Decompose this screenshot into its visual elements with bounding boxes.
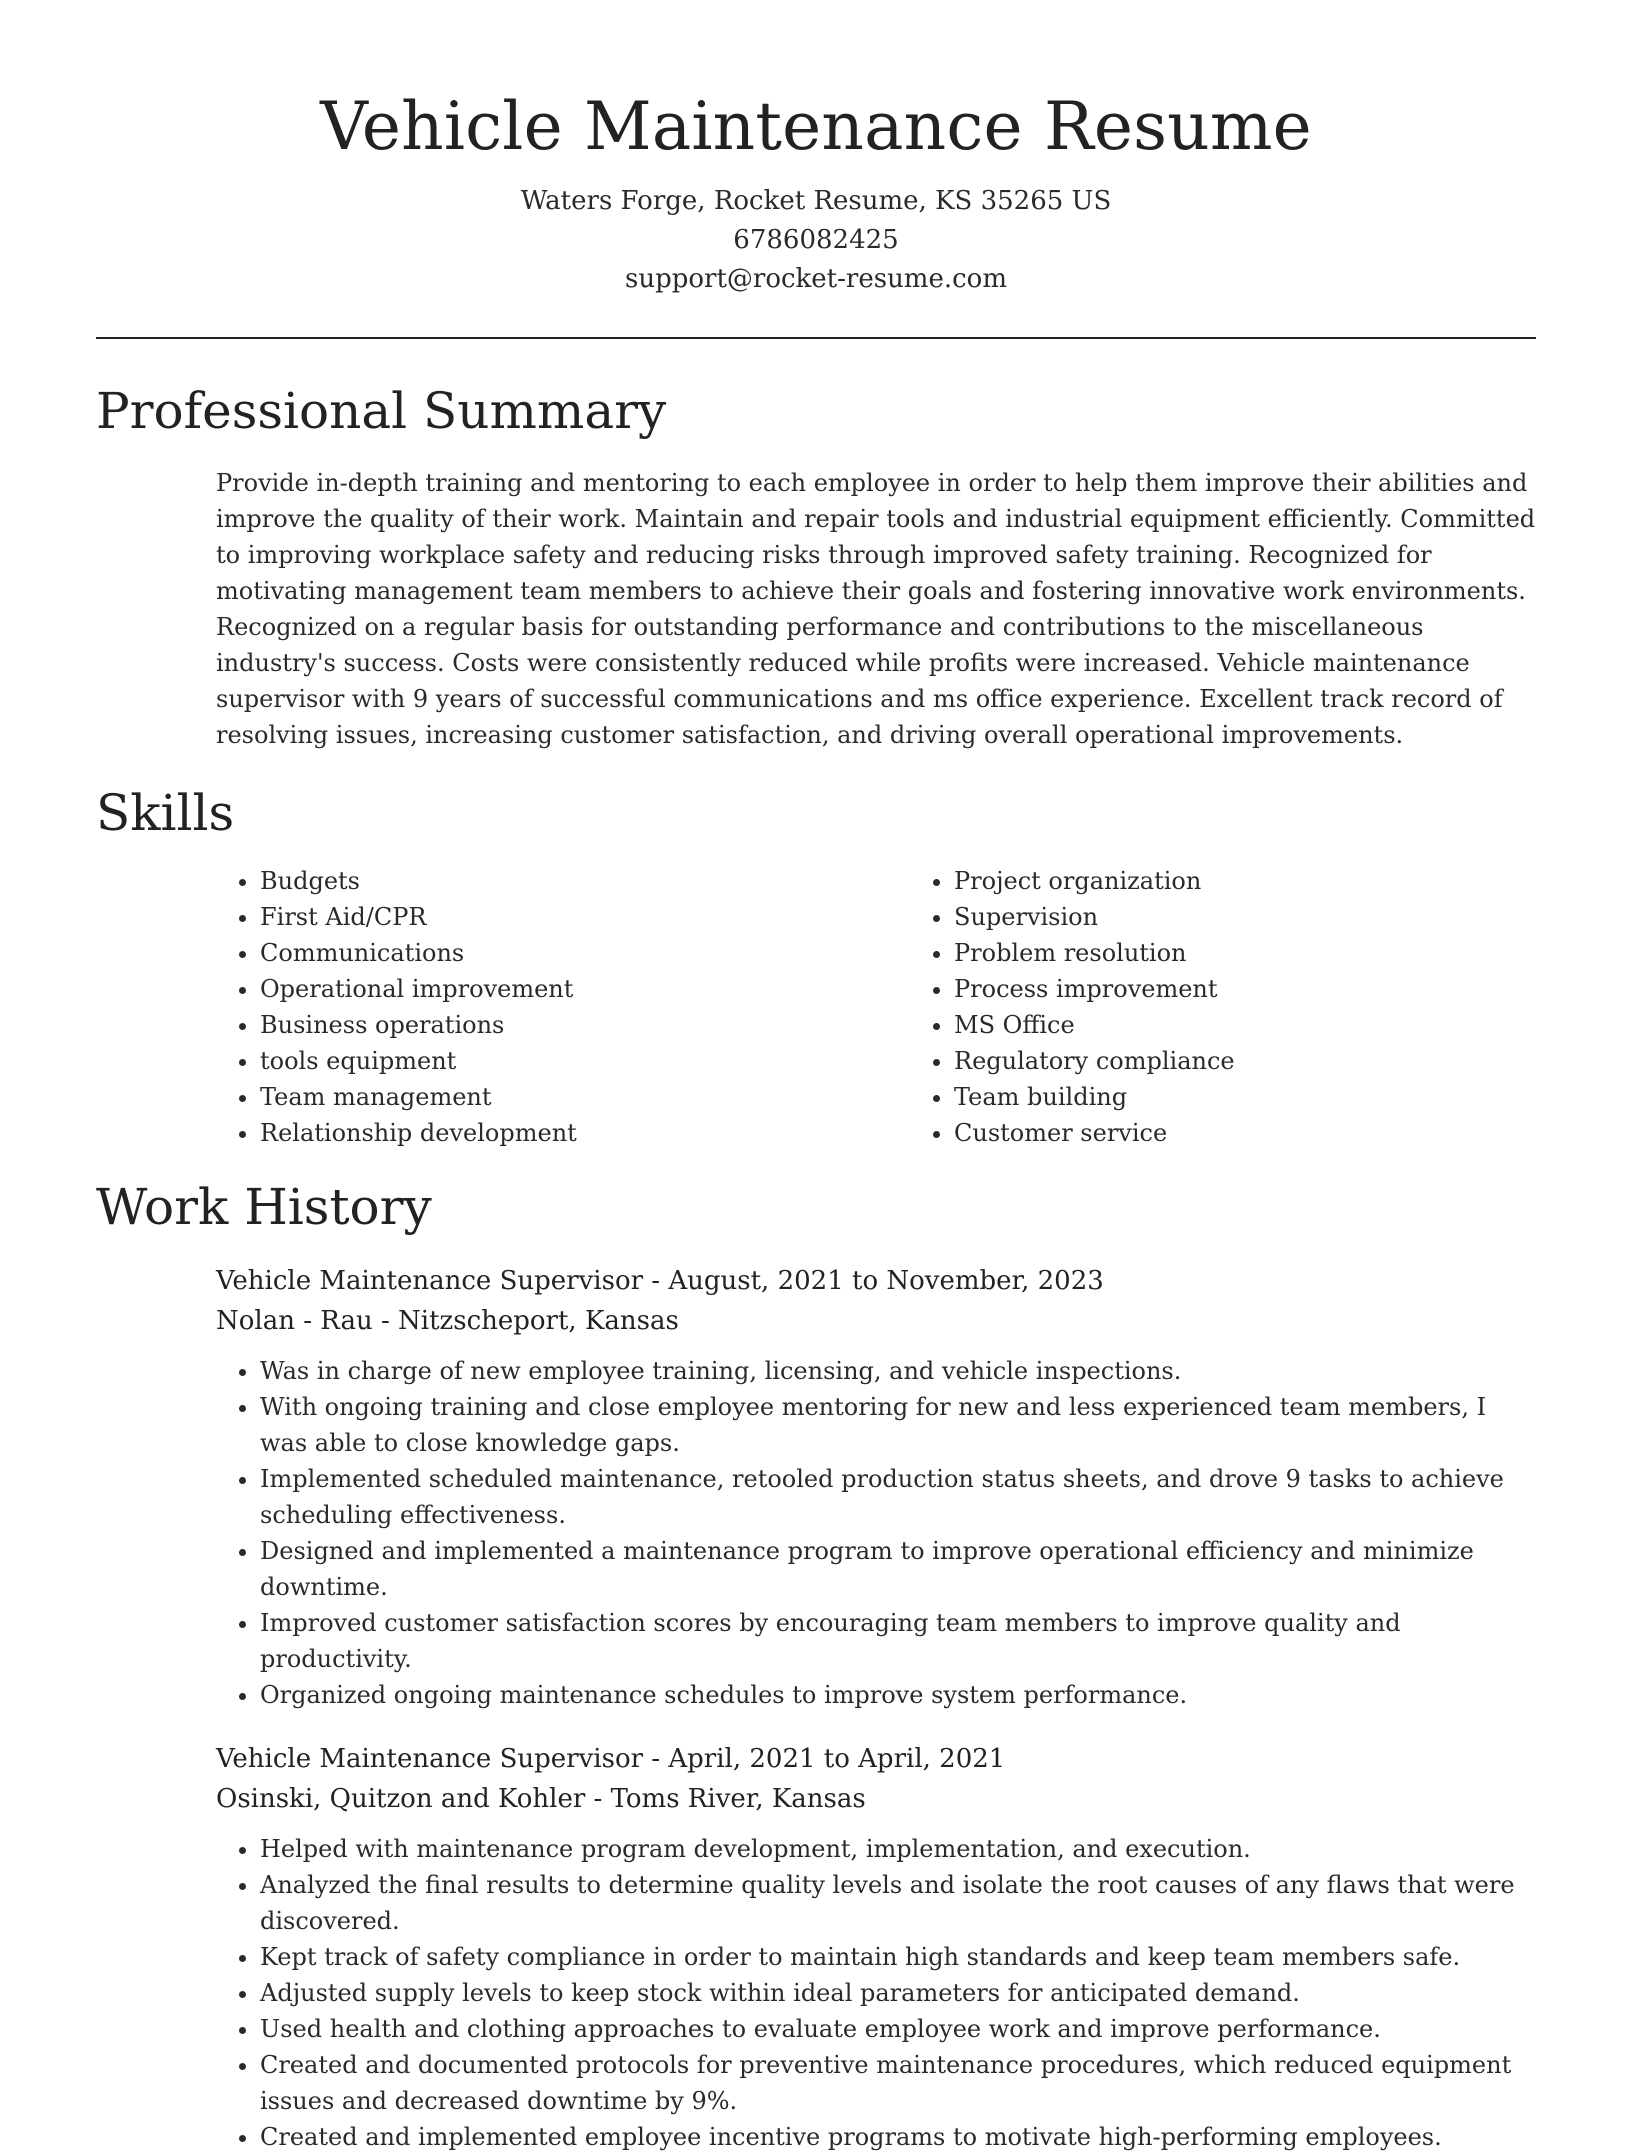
job-bullet: • Was in charge of new employee training, licensing, and vehicle inspections. — [260, 1353, 1536, 1389]
skill-item: • Communications — [260, 935, 910, 971]
skills-section — [216, 863, 1536, 1151]
job-bullet: • Kept track of safety compliance in order to maintain high standards and keep team members safe. — [260, 1939, 1536, 1975]
skill-item: • Team building — [954, 1079, 1235, 1115]
skills-heading: Skills — [96, 784, 235, 842]
skills-list-right — [910, 863, 1235, 1151]
skill-item: • Business operations — [260, 1007, 910, 1043]
skill-item: • Process improvement — [954, 971, 1235, 1007]
job-bullet: • Created and implemented employee incentive programs to motivate high-performing employees. — [260, 2119, 1536, 2155]
job-bullet: • Helped with maintenance program development, implementation, and execution. — [260, 1831, 1536, 1867]
job-bullets — [216, 1831, 1536, 2155]
job-bullet: • Analyzed the final results to determine quality levels and isolate the root causes of any flaws that were discovered. — [260, 1867, 1536, 1939]
job-entry — [216, 1739, 1536, 2155]
skill-item: • Operational improvement — [260, 971, 910, 1007]
job-company-line: Nolan - Rau - Nitzscheport, Kansas — [216, 1306, 679, 1336]
skill-item: • Customer service — [954, 1115, 1235, 1151]
skill-item: • Supervision — [954, 899, 1235, 935]
skills-list-left — [216, 863, 910, 1151]
contact-email: support@rocket-resume.com — [624, 264, 1007, 294]
job-bullets — [216, 1353, 1536, 1713]
skill-item: • Project organization — [954, 863, 1235, 899]
contact-address: Waters Forge, Rocket Resume, KS 35265 US — [520, 186, 1112, 216]
job-bullet: • Created and documented protocols for preventive maintenance procedures, which reduced equipment issues and decreased downtime by 9%. — [260, 2047, 1536, 2119]
job-entry — [216, 1261, 1536, 1713]
job-title-line: Vehicle Maintenance Supervisor - April, 2021 to April, 2021 — [216, 1744, 1006, 1774]
job-bullet: • Improved customer satisfaction scores by encouraging team members to improve quality and productivity. — [260, 1605, 1536, 1677]
job-bullet: • Implemented scheduled maintenance, retooled production status sheets, and drove 9 tasks to achieve scheduling effectiveness. — [260, 1461, 1536, 1533]
resume-header — [96, 0, 1536, 299]
job-bullet: • Adjusted supply levels to keep stock within ideal parameters for anticipated demand. — [260, 1975, 1536, 2011]
job-title-line: Vehicle Maintenance Supervisor - August, 2021 to November, 2023 — [216, 1266, 1104, 1296]
skill-item: • Problem resolution — [954, 935, 1235, 971]
summary-text: Provide in-depth training and mentoring to each employee in order to help them improve their abilities and improve the quality of their work. Maintain and repair tools and industrial equipment efficiently. Committed to improving workplace safety and reducing risks through improved safety training. Recognized for motivating management team members to achieve their goals and fostering innovative work environments. Recognized on a regular basis for outstanding performance and contributions to the miscellaneous industry's success. Costs were consistently reduced while profits were increased. Vehicle maintenance supervisor with 9 years of successful communications and ms office experience. Excellent track record of resolving issues, increasing customer satisfaction, and driving overall operational improvements. — [216, 469, 1536, 749]
contact-phone: 6786082425 — [733, 225, 899, 255]
resume-title: Vehicle Maintenance Resume — [320, 88, 1312, 165]
skill-item: • MS Office — [954, 1007, 1235, 1043]
skill-item: • Relationship development — [260, 1115, 910, 1151]
contact-block — [96, 182, 1536, 299]
skill-item: • Regulatory compliance — [954, 1043, 1235, 1079]
skill-item: • Team management — [260, 1079, 910, 1115]
skill-item: • Budgets — [260, 863, 910, 899]
skill-item: • tools equipment — [260, 1043, 910, 1079]
summary-section — [216, 465, 1536, 753]
job-bullet: • Organized ongoing maintenance schedules to improve system performance. — [260, 1677, 1536, 1713]
job-bullet: • Used health and clothing approaches to evaluate employee work and improve performance. — [260, 2011, 1536, 2047]
header-divider — [96, 337, 1536, 339]
job-bullet: • With ongoing training and close employee mentoring for new and less experienced team members, I was able to close knowledge gaps. — [260, 1389, 1536, 1461]
job-bullet: • Designed and implemented a maintenance program to improve operational efficiency and minimize downtime. — [260, 1533, 1536, 1605]
skill-item: • First Aid/CPR — [260, 899, 910, 935]
job-company-line: Osinski, Quitzon and Kohler - Toms River, Kansas — [216, 1784, 866, 1814]
work-history-heading: Work History — [96, 1178, 432, 1236]
summary-heading: Professional Summary — [96, 382, 667, 440]
